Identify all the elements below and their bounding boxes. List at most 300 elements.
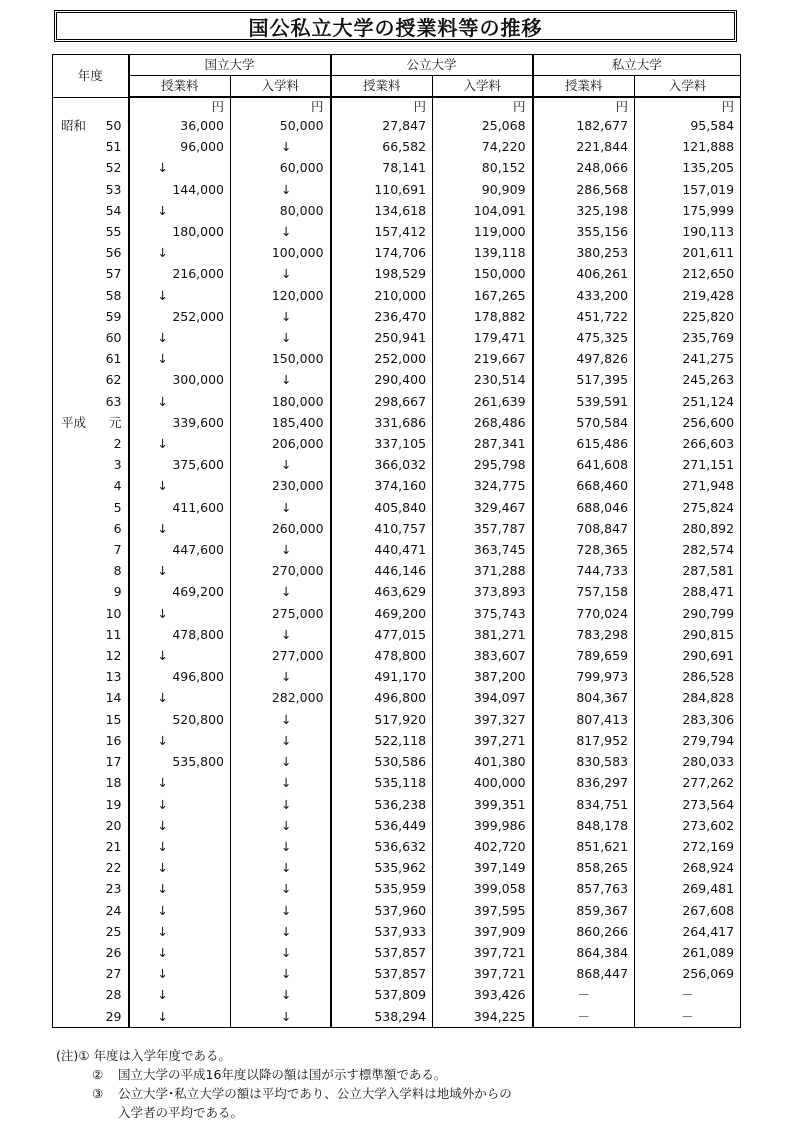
arrow-down-icon: ↓: [231, 857, 331, 878]
era-cell: [53, 857, 95, 878]
table-row: [53, 581, 741, 602]
cell-public-tuition: 405,840: [331, 497, 433, 518]
cell-public-admission: 287,341: [433, 433, 533, 454]
year-cell: 15: [95, 709, 129, 730]
arrow-down-icon: ↓: [129, 878, 231, 899]
era-cell: [53, 327, 95, 348]
table-row: [53, 454, 741, 475]
cell-private-admission: 279,794: [635, 730, 741, 751]
cell-private-tuition: 286,568: [533, 179, 635, 200]
cell-private-admission: 201,611: [635, 242, 741, 263]
cell-public-admission: 25,068: [433, 115, 533, 136]
arrow-down-icon: ↓: [231, 815, 331, 836]
cell-public-tuition: 66,582: [331, 136, 433, 157]
cell-public-tuition: 491,170: [331, 666, 433, 687]
era-cell: [53, 369, 95, 390]
cell-private-tuition: 668,460: [533, 475, 635, 496]
era-cell: [53, 666, 95, 687]
cell-public-admission: 401,380: [433, 751, 533, 772]
year-header: 年度: [53, 55, 129, 98]
cell-private-tuition: 860,266: [533, 921, 635, 942]
era-cell: 昭和: [53, 115, 95, 136]
cell-public-admission: 381,271: [433, 624, 533, 645]
arrow-down-icon: ↓: [231, 794, 331, 815]
cell-private-admission: 273,564: [635, 794, 741, 815]
cell-public-admission: 400,000: [433, 772, 533, 793]
cell-public-tuition: 252,000: [331, 348, 433, 369]
arrow-down-icon: ↓: [129, 200, 231, 221]
era-cell: [53, 1006, 95, 1028]
cell-private-admission: 290,815: [635, 624, 741, 645]
cell-private-tuition: 497,826: [533, 348, 635, 369]
table-row: [53, 1006, 741, 1028]
table-row: [53, 878, 741, 899]
cell-private-admission: 288,471: [635, 581, 741, 602]
arrow-down-icon: ↓: [129, 1006, 231, 1028]
cell-private-admission: 287,581: [635, 560, 741, 581]
era-cell: [53, 624, 95, 645]
cell-private-admission: 283,306: [635, 709, 741, 730]
arrow-down-icon: ↓: [231, 836, 331, 857]
era-cell: [53, 645, 95, 666]
cell-private-admission: 245,263: [635, 369, 741, 390]
table-row: [53, 560, 741, 581]
table-row: [53, 518, 741, 539]
cell-public-tuition: 537,857: [331, 963, 433, 984]
col-header-public-admission: 入学料: [433, 76, 533, 98]
cell-public-admission: 357,787: [433, 518, 533, 539]
arrow-down-icon: ↓: [129, 645, 231, 666]
cell-national-admission: 275,000: [231, 603, 331, 624]
era-cell: [53, 497, 95, 518]
cell-public-tuition: 530,586: [331, 751, 433, 772]
unit-label: 円: [231, 97, 331, 115]
cell-public-tuition: 536,238: [331, 794, 433, 815]
cell-national-admission: 185,400: [231, 412, 331, 433]
cell-private-tuition: 325,198: [533, 200, 635, 221]
cell-private-admission: 175,999: [635, 200, 741, 221]
era-cell: [53, 200, 95, 221]
year-cell: 53: [95, 179, 129, 200]
cell-private-admission: 284,828: [635, 687, 741, 708]
cell-public-tuition: 469,200: [331, 603, 433, 624]
cell-public-tuition: 522,118: [331, 730, 433, 751]
era-cell: [53, 348, 95, 369]
cell-private-tuition: 688,046: [533, 497, 635, 518]
cell-national-admission: 180,000: [231, 391, 331, 412]
arrow-down-icon: ↓: [231, 666, 331, 687]
table-row: [53, 900, 741, 921]
year-cell: 14: [95, 687, 129, 708]
note-label: (注): [56, 1048, 79, 1063]
cell-public-tuition: 236,470: [331, 306, 433, 327]
tuition-table: [52, 54, 741, 1028]
era-cell: [53, 242, 95, 263]
era-cell: [53, 306, 95, 327]
cell-national-tuition: 496,800: [129, 666, 231, 687]
year-cell: 6: [95, 518, 129, 539]
cell-private-tuition: 757,158: [533, 581, 635, 602]
era-cell: [53, 878, 95, 899]
cell-public-tuition: 538,294: [331, 1006, 433, 1028]
cell-public-tuition: 537,857: [331, 942, 433, 963]
cell-national-admission: 120,000: [231, 285, 331, 306]
cell-public-admission: 139,118: [433, 242, 533, 263]
cell-national-tuition: 447,600: [129, 539, 231, 560]
note-text: 公立大学･私立大学の額は平均であり、公立大学入学料は地域外からの: [118, 1086, 512, 1101]
arrow-down-icon: ↓: [231, 263, 331, 284]
cell-public-admission: 324,775: [433, 475, 533, 496]
table-row: [53, 179, 741, 200]
col-header-private-tuition: 授業料: [533, 76, 635, 98]
arrow-down-icon: ↓: [129, 242, 231, 263]
year-cell: 61: [95, 348, 129, 369]
arrow-down-icon: ↓: [129, 794, 231, 815]
arrow-down-icon: ↓: [129, 518, 231, 539]
cell-private-tuition: 834,751: [533, 794, 635, 815]
col-header-national-tuition: 授業料: [129, 76, 231, 98]
era-cell: [53, 900, 95, 921]
cell-public-admission: 397,721: [433, 942, 533, 963]
cell-private-tuition: 355,156: [533, 221, 635, 242]
cell-national-tuition: 469,200: [129, 581, 231, 602]
cell-private-admission: 275,824: [635, 497, 741, 518]
arrow-down-icon: ↓: [129, 391, 231, 412]
table-row: [53, 772, 741, 793]
arrow-down-icon: ↓: [231, 921, 331, 942]
cell-private-admission: 271,948: [635, 475, 741, 496]
table-row: [53, 709, 741, 730]
era-cell: [53, 518, 95, 539]
note-3-continuation: 入学者の平均である。: [118, 1105, 244, 1120]
era-cell: [53, 794, 95, 815]
arrow-down-icon: ↓: [129, 560, 231, 581]
unit-label: 円: [533, 97, 635, 115]
cell-private-admission: 264,417: [635, 921, 741, 942]
year-cell: 3: [95, 454, 129, 475]
cell-private-tuition: 770,024: [533, 603, 635, 624]
cell-national-admission: 50,000: [231, 115, 331, 136]
year-cell: 17: [95, 751, 129, 772]
arrow-down-icon: ↓: [129, 348, 231, 369]
table-row: [53, 836, 741, 857]
note-text: 年度は入学年度である。: [93, 1048, 231, 1063]
cell-private-admission: 235,769: [635, 327, 741, 348]
table-row: [53, 942, 741, 963]
arrow-down-icon: ↓: [129, 433, 231, 454]
cell-private-admission: 280,033: [635, 751, 741, 772]
table-row: [53, 751, 741, 772]
cell-private-tuition: －: [533, 984, 635, 1005]
table-row: [53, 412, 741, 433]
table-row: [53, 603, 741, 624]
cell-private-admission: 273,602: [635, 815, 741, 836]
cell-private-tuition: 851,621: [533, 836, 635, 857]
cell-public-admission: 393,426: [433, 984, 533, 1005]
table-row: [53, 263, 741, 284]
cell-private-tuition: 615,486: [533, 433, 635, 454]
cell-public-tuition: 134,618: [331, 200, 433, 221]
cell-public-tuition: 157,412: [331, 221, 433, 242]
era-cell: [53, 836, 95, 857]
cell-public-tuition: 331,686: [331, 412, 433, 433]
cell-public-admission: 397,595: [433, 900, 533, 921]
table-row: [53, 963, 741, 984]
table-row: [53, 497, 741, 518]
cell-national-admission: 206,000: [231, 433, 331, 454]
cell-national-admission: 260,000: [231, 518, 331, 539]
cell-national-tuition: 411,600: [129, 497, 231, 518]
arrow-down-icon: ↓: [231, 136, 331, 157]
era-cell: [53, 475, 95, 496]
year-cell: 21: [95, 836, 129, 857]
table-row: [53, 369, 741, 390]
cell-private-tuition: 864,384: [533, 942, 635, 963]
cell-private-admission: 225,820: [635, 306, 741, 327]
cell-private-tuition: 858,265: [533, 857, 635, 878]
year-cell: 20: [95, 815, 129, 836]
cell-public-tuition: 537,933: [331, 921, 433, 942]
era-cell: [53, 263, 95, 284]
cell-public-admission: 80,152: [433, 157, 533, 178]
year-cell: 16: [95, 730, 129, 751]
cell-private-admission: 219,428: [635, 285, 741, 306]
group-header-private: 私立大学: [533, 55, 741, 76]
cell-private-admission: 286,528: [635, 666, 741, 687]
cell-public-admission: 329,467: [433, 497, 533, 518]
cell-public-tuition: 535,118: [331, 772, 433, 793]
cell-private-tuition: 433,200: [533, 285, 635, 306]
era-cell: [53, 539, 95, 560]
year-cell: 12: [95, 645, 129, 666]
cell-public-tuition: 374,160: [331, 475, 433, 496]
note-text: 国立大学の平成16年度以降の額は国が示す標準額である。: [118, 1067, 447, 1082]
col-header-private-admission: 入学料: [635, 76, 741, 98]
cell-public-admission: 363,745: [433, 539, 533, 560]
cell-public-tuition: 78,141: [331, 157, 433, 178]
arrow-down-icon: ↓: [231, 751, 331, 772]
cell-private-tuition: 783,298: [533, 624, 635, 645]
cell-national-admission: 100,000: [231, 242, 331, 263]
cell-private-admission: 241,275: [635, 348, 741, 369]
note-3: [56, 1084, 756, 1103]
table-row: [53, 433, 741, 454]
era-cell: [53, 454, 95, 475]
era-cell: [53, 221, 95, 242]
cell-national-tuition: 478,800: [129, 624, 231, 645]
table-row: [53, 815, 741, 836]
cell-public-admission: 104,091: [433, 200, 533, 221]
era-cell: [53, 751, 95, 772]
year-cell: 9: [95, 581, 129, 602]
cell-private-admission: 251,124: [635, 391, 741, 412]
year-cell: 7: [95, 539, 129, 560]
year-cell: 19: [95, 794, 129, 815]
year-cell: 11: [95, 624, 129, 645]
cell-public-admission: 394,225: [433, 1006, 533, 1028]
cell-public-tuition: 298,667: [331, 391, 433, 412]
arrow-down-icon: ↓: [129, 900, 231, 921]
cell-public-admission: 268,486: [433, 412, 533, 433]
cell-national-admission: 277,000: [231, 645, 331, 666]
cell-public-admission: 375,743: [433, 603, 533, 624]
cell-private-tuition: 451,722: [533, 306, 635, 327]
arrow-down-icon: ↓: [129, 815, 231, 836]
arrow-down-icon: ↓: [231, 497, 331, 518]
cell-public-tuition: 250,941: [331, 327, 433, 348]
cell-private-admission: －: [635, 1006, 741, 1028]
era-cell: [53, 815, 95, 836]
cell-private-admission: 267,608: [635, 900, 741, 921]
cell-private-tuition: 708,847: [533, 518, 635, 539]
cell-private-admission: 212,650: [635, 263, 741, 284]
cell-public-admission: 397,327: [433, 709, 533, 730]
year-cell: 25: [95, 921, 129, 942]
cell-private-admission: 256,069: [635, 963, 741, 984]
table-row: [53, 730, 741, 751]
cell-public-admission: 230,514: [433, 369, 533, 390]
cell-private-admission: 261,089: [635, 942, 741, 963]
cell-private-tuition: 641,608: [533, 454, 635, 475]
arrow-down-icon: ↓: [129, 963, 231, 984]
year-cell: 8: [95, 560, 129, 581]
cell-public-admission: 373,893: [433, 581, 533, 602]
table-row: [53, 624, 741, 645]
cell-public-admission: 119,000: [433, 221, 533, 242]
cell-private-admission: 280,892: [635, 518, 741, 539]
cell-national-tuition: 300,000: [129, 369, 231, 390]
year-cell: 28: [95, 984, 129, 1005]
cell-public-tuition: 210,000: [331, 285, 433, 306]
year-cell: 54: [95, 200, 129, 221]
arrow-down-icon: ↓: [129, 603, 231, 624]
era-cell: [53, 942, 95, 963]
year-cell: 13: [95, 666, 129, 687]
cell-public-admission: 295,798: [433, 454, 533, 475]
cell-national-tuition: 36,000: [129, 115, 231, 136]
year-cell: 63: [95, 391, 129, 412]
cell-public-tuition: 517,920: [331, 709, 433, 730]
cell-public-admission: 167,265: [433, 285, 533, 306]
cell-public-admission: 397,721: [433, 963, 533, 984]
arrow-down-icon: ↓: [129, 942, 231, 963]
arrow-down-icon: ↓: [231, 730, 331, 751]
arrow-down-icon: ↓: [129, 327, 231, 348]
year-cell: 50: [95, 115, 129, 136]
table-row: [53, 285, 741, 306]
arrow-down-icon: ↓: [129, 921, 231, 942]
era-cell: [53, 560, 95, 581]
table-row: [53, 857, 741, 878]
arrow-down-icon: ↓: [231, 539, 331, 560]
table-row: [53, 794, 741, 815]
cell-national-tuition: 535,800: [129, 751, 231, 772]
cell-private-tuition: －: [533, 1006, 635, 1028]
arrow-down-icon: ↓: [231, 179, 331, 200]
cell-private-tuition: 848,178: [533, 815, 635, 836]
cell-public-tuition: 536,632: [331, 836, 433, 857]
note-2: [56, 1065, 756, 1084]
cell-private-tuition: 807,413: [533, 709, 635, 730]
year-cell: 26: [95, 942, 129, 963]
year-cell: 18: [95, 772, 129, 793]
year-cell: 元: [95, 412, 129, 433]
table-row: [53, 348, 741, 369]
cell-private-admission: 272,169: [635, 836, 741, 857]
cell-national-tuition: 180,000: [129, 221, 231, 242]
cell-public-admission: 219,667: [433, 348, 533, 369]
year-cell: 22: [95, 857, 129, 878]
table-row: [53, 539, 741, 560]
arrow-down-icon: ↓: [231, 454, 331, 475]
arrow-down-icon: ↓: [129, 984, 231, 1005]
cell-private-tuition: 799,973: [533, 666, 635, 687]
cell-private-admission: 271,151: [635, 454, 741, 475]
year-cell: 56: [95, 242, 129, 263]
cell-private-tuition: 539,591: [533, 391, 635, 412]
cell-private-tuition: 182,677: [533, 115, 635, 136]
arrow-down-icon: ↓: [231, 984, 331, 1005]
year-cell: 62: [95, 369, 129, 390]
cell-private-tuition: 475,325: [533, 327, 635, 348]
table-row: [53, 645, 741, 666]
cell-public-admission: 399,986: [433, 815, 533, 836]
cell-private-tuition: 728,365: [533, 539, 635, 560]
year-cell: 51: [95, 136, 129, 157]
year-cell: 57: [95, 263, 129, 284]
cell-public-tuition: 535,959: [331, 878, 433, 899]
table-row: [53, 327, 741, 348]
table-row: [53, 242, 741, 263]
table-row: [53, 921, 741, 942]
unit-label: 円: [433, 97, 533, 115]
cell-public-admission: 383,607: [433, 645, 533, 666]
cell-national-admission: 270,000: [231, 560, 331, 581]
table-row: [53, 475, 741, 496]
footnotes: [56, 1046, 756, 1122]
cell-national-admission: 60,000: [231, 157, 331, 178]
unit-label: 円: [331, 97, 433, 115]
cell-public-admission: 74,220: [433, 136, 533, 157]
era-cell: [53, 581, 95, 602]
cell-private-admission: 268,924: [635, 857, 741, 878]
cell-public-admission: 178,882: [433, 306, 533, 327]
year-cell: 55: [95, 221, 129, 242]
cell-public-tuition: 410,757: [331, 518, 433, 539]
table-row: [53, 984, 741, 1005]
cell-national-tuition: 252,000: [129, 306, 231, 327]
cell-private-tuition: 859,367: [533, 900, 635, 921]
table-row: [53, 666, 741, 687]
cell-public-admission: 397,271: [433, 730, 533, 751]
arrow-down-icon: ↓: [231, 1006, 331, 1028]
cell-private-tuition: 817,952: [533, 730, 635, 751]
year-cell: 23: [95, 878, 129, 899]
cell-public-admission: 394,097: [433, 687, 533, 708]
cell-public-tuition: 446,146: [331, 560, 433, 581]
cell-public-tuition: 27,847: [331, 115, 433, 136]
table-row: [53, 157, 741, 178]
cell-national-admission: 150,000: [231, 348, 331, 369]
arrow-down-icon: ↓: [231, 369, 331, 390]
col-header-public-tuition: 授業料: [331, 76, 433, 98]
cell-private-admission: 190,113: [635, 221, 741, 242]
cell-public-tuition: 290,400: [331, 369, 433, 390]
era-cell: [53, 285, 95, 306]
era-cell: [53, 687, 95, 708]
year-cell: 58: [95, 285, 129, 306]
table-row: [53, 391, 741, 412]
